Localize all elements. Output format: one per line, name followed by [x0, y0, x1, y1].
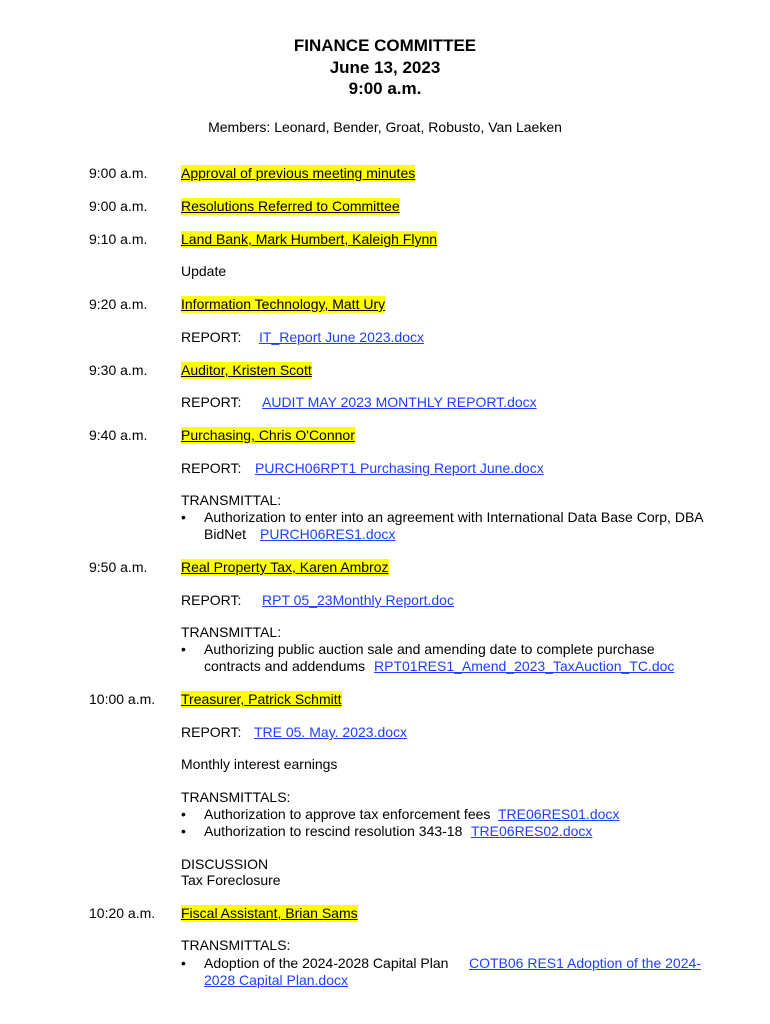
discussion-label: DISCUSSION: [181, 856, 269, 872]
discussion-text: Tax Foreclosure: [181, 872, 281, 888]
agenda-topic: Auditor, Kristen Scott: [181, 362, 312, 378]
bullet-icon: •: [181, 823, 186, 839]
agenda-topic: Fiscal Assistant, Brian Sams: [181, 905, 358, 921]
report-link[interactable]: RPT 05_23Monthly Report.doc: [262, 592, 454, 608]
agenda-time: 9:20 a.m.: [89, 296, 148, 312]
agenda-topic: Purchasing, Chris O'Connor: [181, 427, 355, 443]
transmittal-text: Authorizing public auction sale and amending date to complete purchase: [204, 641, 655, 657]
agenda-time: 9:40 a.m.: [89, 427, 148, 443]
transmittal-text: Authorization to rescind resolution 343-18: [204, 823, 463, 839]
transmittal-text: contracts and addendums: [204, 658, 366, 674]
agenda-topic: Land Bank, Mark Humbert, Kaleigh Flynn: [181, 231, 438, 247]
bullet-icon: •: [181, 955, 186, 971]
members-list: Members: Leonard, Bender, Groat, Robusto, Van Laeken: [208, 119, 562, 135]
transmittal-label: TRANSMITTALS:: [181, 789, 291, 805]
report-link[interactable]: AUDIT MAY 2023 MONTHLY REPORT.docx: [262, 394, 537, 410]
report-link[interactable]: IT_Report June 2023.docx: [259, 329, 424, 345]
agenda-topic: Resolutions Referred to Committee: [181, 198, 400, 214]
transmittal-label: TRANSMITTALS:: [181, 937, 291, 953]
transmittal-link[interactable]: TRE06RES01.docx: [498, 806, 620, 822]
transmittal-link[interactable]: PURCH06RES1.docx: [260, 526, 396, 542]
agenda-note: Monthly interest earnings: [181, 756, 338, 772]
transmittal-text: Adoption of the 2024-2028 Capital Plan: [204, 955, 449, 971]
transmittal-link[interactable]: 2028 Capital Plan.docx: [204, 972, 348, 988]
agenda-time: 9:30 a.m.: [89, 362, 148, 378]
transmittal-link[interactable]: TRE06RES02.docx: [471, 823, 593, 839]
report-label: REPORT:: [181, 329, 242, 345]
bullet-icon: •: [181, 509, 186, 525]
report-label: REPORT:: [181, 724, 242, 740]
transmittal-label: TRANSMITTAL:: [181, 492, 282, 508]
agenda-time: 10:00 a.m.: [89, 691, 156, 707]
agenda-topic: Treasurer, Patrick Schmitt: [181, 691, 342, 707]
agenda-time: 9:00 a.m.: [89, 198, 148, 214]
transmittal-label: TRANSMITTAL:: [181, 624, 282, 640]
document-title: FINANCE COMMITTEE: [293, 36, 477, 55]
transmittal-text: Authorization to enter into an agreement with International Data Base Corp, DBA: [204, 509, 704, 525]
agenda-time: 9:10 a.m.: [89, 231, 148, 247]
agenda-note: Update: [181, 263, 227, 279]
meeting-date: June 13, 2023: [329, 58, 441, 77]
bullet-icon: •: [181, 806, 186, 822]
report-label: REPORT:: [181, 592, 242, 608]
transmittal-link[interactable]: COTB06 RES1 Adoption of the 2024-: [469, 955, 701, 971]
transmittal-text: Authorization to approve tax enforcement fees: [204, 806, 491, 822]
bullet-icon: •: [181, 641, 186, 657]
agenda-time: 9:50 a.m.: [89, 559, 148, 575]
agenda-time: 10:20 a.m.: [89, 905, 156, 921]
meeting-time: 9:00 a.m.: [348, 79, 422, 98]
report-label: REPORT:: [181, 460, 242, 476]
agenda-topic: Real Property Tax, Karen Ambroz: [181, 559, 389, 575]
report-link[interactable]: TRE 05. May. 2023.docx: [254, 724, 408, 740]
agenda-topic: Approval of previous meeting minutes: [181, 165, 416, 181]
agenda-time: 9:00 a.m.: [89, 165, 148, 181]
transmittal-text: BidNet: [204, 526, 247, 542]
agenda-topic: Information Technology, Matt Ury: [181, 296, 386, 312]
report-link[interactable]: PURCH06RPT1 Purchasing Report June.docx: [255, 460, 544, 476]
report-label: REPORT:: [181, 394, 242, 410]
transmittal-link[interactable]: RPT01RES1_Amend_2023_TaxAuction_TC.doc: [374, 658, 675, 674]
